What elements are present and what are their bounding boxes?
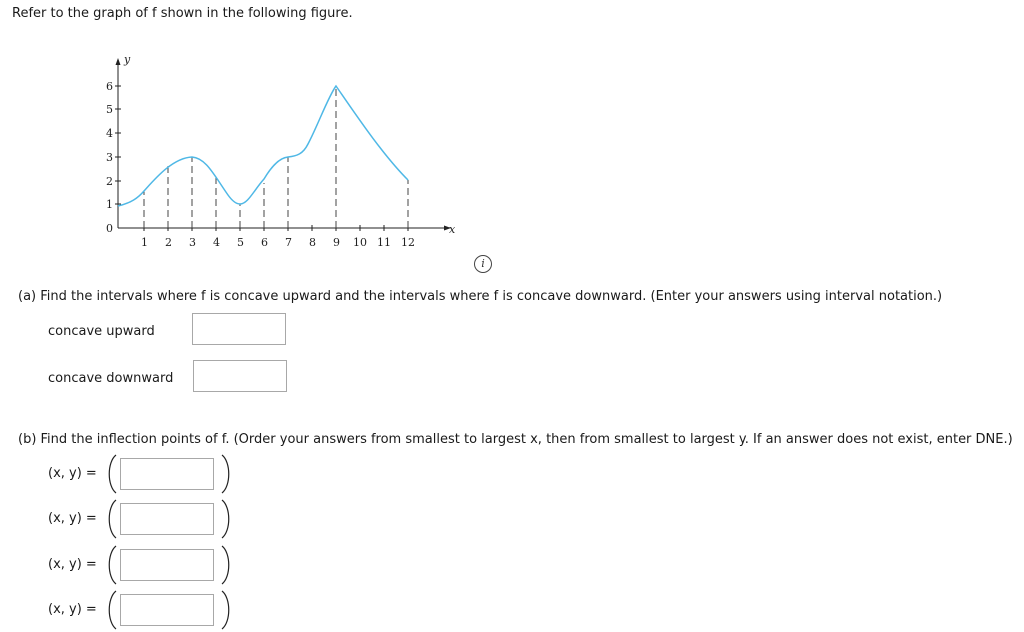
pair-label: (x, y) = (48, 602, 97, 617)
part-b-question: (b) Find the inflection points of f. (Order your answers from smallest to largest x, then from smallest to largest y. If an answer does not exist, enter DNE.) (18, 432, 1013, 447)
dashed-guides (144, 86, 408, 228)
x-tick-label: 5 (237, 236, 244, 249)
left-paren-icon (104, 590, 118, 630)
y-tick-label: 1 (106, 198, 113, 211)
x-tick-label: 8 (309, 236, 316, 249)
left-paren-icon (104, 454, 118, 494)
x-tick-label: 1 (141, 236, 148, 249)
pair-label: (x, y) = (48, 466, 97, 481)
x-tick-label: 3 (189, 236, 196, 249)
x-tick-label: 11 (377, 236, 391, 249)
y-tick-label: 5 (106, 103, 113, 116)
pair-label: (x, y) = (48, 557, 97, 572)
left-paren-icon (104, 499, 118, 539)
x-tick-label: 7 (285, 236, 292, 249)
x-tick-label: 12 (401, 236, 415, 249)
y-tick-label: 3 (106, 151, 113, 164)
x-tick-label: 6 (261, 236, 268, 249)
right-paren-icon (220, 454, 234, 494)
inflection-point-input-4[interactable] (120, 594, 214, 626)
pair-label: (x, y) = (48, 511, 97, 526)
concave-downward-input[interactable] (193, 360, 287, 392)
inflection-point-input-1[interactable] (120, 458, 214, 490)
right-paren-icon (220, 545, 234, 585)
function-graph (96, 52, 466, 258)
concave-upward-input[interactable] (192, 313, 286, 345)
y-tick-label: 0 (106, 222, 113, 235)
right-paren-icon (220, 499, 234, 539)
x-axis-label: x (449, 223, 456, 236)
x-tick-label: 10 (353, 236, 367, 249)
y-tick-label: 2 (106, 175, 113, 188)
x-tick-label: 4 (213, 236, 220, 249)
x-tick-label: 9 (333, 236, 340, 249)
inflection-point-input-2[interactable] (120, 503, 214, 535)
function-curve (118, 86, 408, 206)
concave-downward-label: concave downward (48, 371, 174, 386)
intro-text: Refer to the graph of f shown in the following figure. (12, 6, 353, 21)
info-icon[interactable]: i (474, 255, 492, 273)
y-tick-label: 4 (106, 127, 113, 140)
right-paren-icon (220, 590, 234, 630)
inflection-point-input-3[interactable] (120, 549, 214, 581)
part-a-question: (a) Find the intervals where f is concave upward and the intervals where f is concave downward. (Enter your answers using interval notation.) (18, 289, 943, 304)
x-tick-label: 2 (165, 236, 172, 249)
concave-upward-label: concave upward (48, 324, 155, 339)
y-axis-label: y (124, 53, 131, 66)
y-tick-label: 6 (106, 80, 113, 93)
left-paren-icon (104, 545, 118, 585)
y-axis-arrow (116, 58, 121, 65)
